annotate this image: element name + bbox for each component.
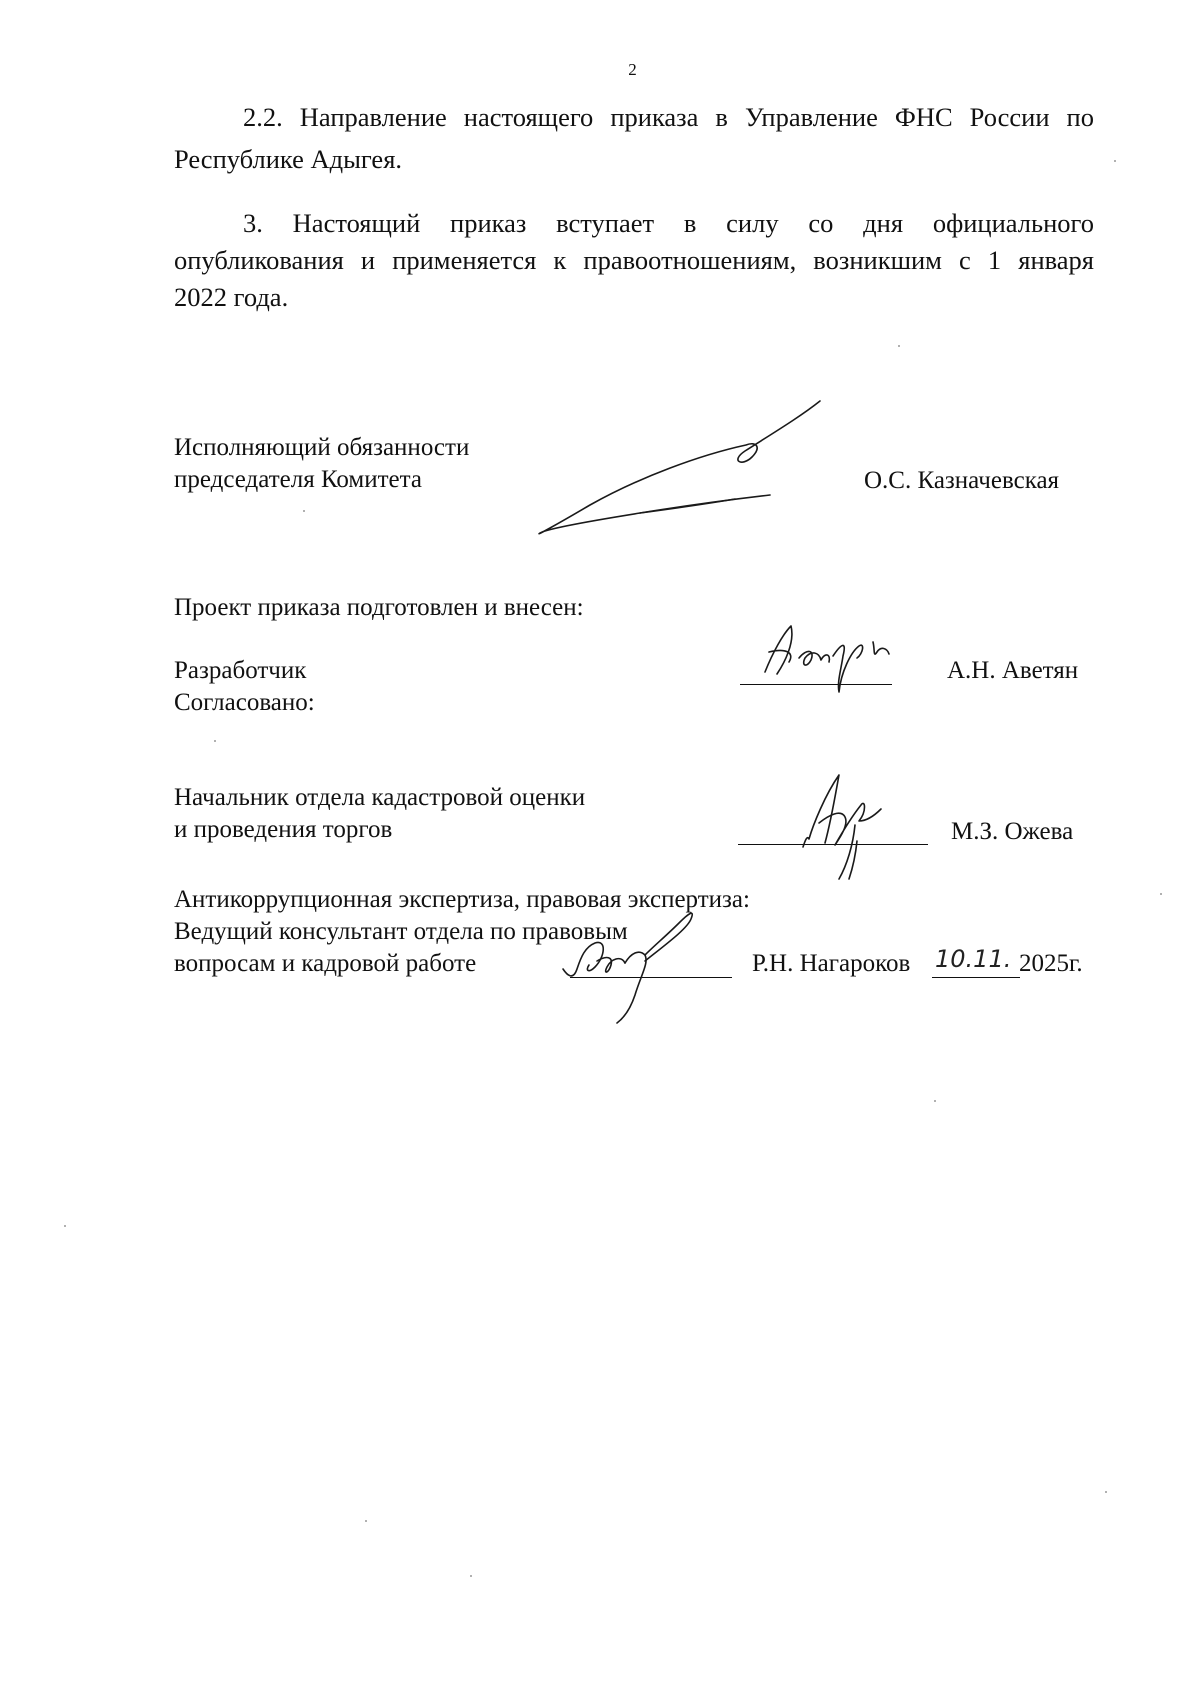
- scan-speck: [1160, 893, 1162, 895]
- paragraph-line: 2022 года.: [174, 282, 289, 312]
- date-year: 2025г.: [1019, 950, 1083, 977]
- signatory-name: Р.Н. Нагароков: [752, 950, 911, 977]
- scan-speck: [64, 1225, 66, 1227]
- scan-speck: [1114, 160, 1116, 162]
- scan-speck: [470, 1575, 472, 1577]
- signatory-name: М.З. Ожева: [951, 818, 1074, 845]
- department-head-signature: [795, 765, 915, 885]
- scan-speck: [365, 1520, 367, 1522]
- scan-speck: [1105, 1491, 1107, 1493]
- prepared-heading: Проект приказа подготовлен и внесен:: [174, 594, 584, 621]
- position-title: Ведущий консультант отдела по правовым: [174, 918, 628, 945]
- position-title: Начальник отдела кадастровой оценки: [174, 784, 586, 811]
- developer-signature: [755, 612, 935, 702]
- paragraph-line: 2.2. Направление настоящего приказа в Управление ФНС России по: [243, 102, 1094, 132]
- paragraph-line: 3. Настоящий приказ вступает в силу со дня официального: [243, 208, 1094, 238]
- paragraph-line: Республике Адыгея.: [174, 144, 403, 174]
- agreed-label: Согласовано:: [174, 689, 315, 716]
- scan-speck: [898, 345, 900, 347]
- page-number: 2: [628, 60, 637, 79]
- signatory-name: А.Н. Аветян: [947, 657, 1079, 684]
- position-title: вопросам и кадровой работе: [174, 950, 477, 977]
- paragraph-line: опубликования и применяется к правоотношениям, возникшим с 1 января: [174, 245, 1094, 275]
- position-title: и проведения торгов: [174, 816, 393, 843]
- position-title: председателя Комитета: [174, 466, 422, 493]
- date-line: [932, 977, 1020, 978]
- chair-signature: [520, 395, 840, 545]
- scan-speck: [214, 740, 216, 742]
- signatory-name: О.С. Казначевская: [864, 467, 1060, 494]
- handwritten-date: 10.11.: [935, 945, 1012, 973]
- legal-reviewer-signature: [555, 905, 715, 1025]
- review-heading: Антикоррупционная экспертиза, правовая экспертиза:: [174, 886, 750, 913]
- scan-speck: [303, 510, 305, 512]
- position-title: Исполняющий обязанности: [174, 434, 470, 461]
- scan-speck: [934, 1100, 936, 1102]
- role-label: Разработчик: [174, 657, 307, 684]
